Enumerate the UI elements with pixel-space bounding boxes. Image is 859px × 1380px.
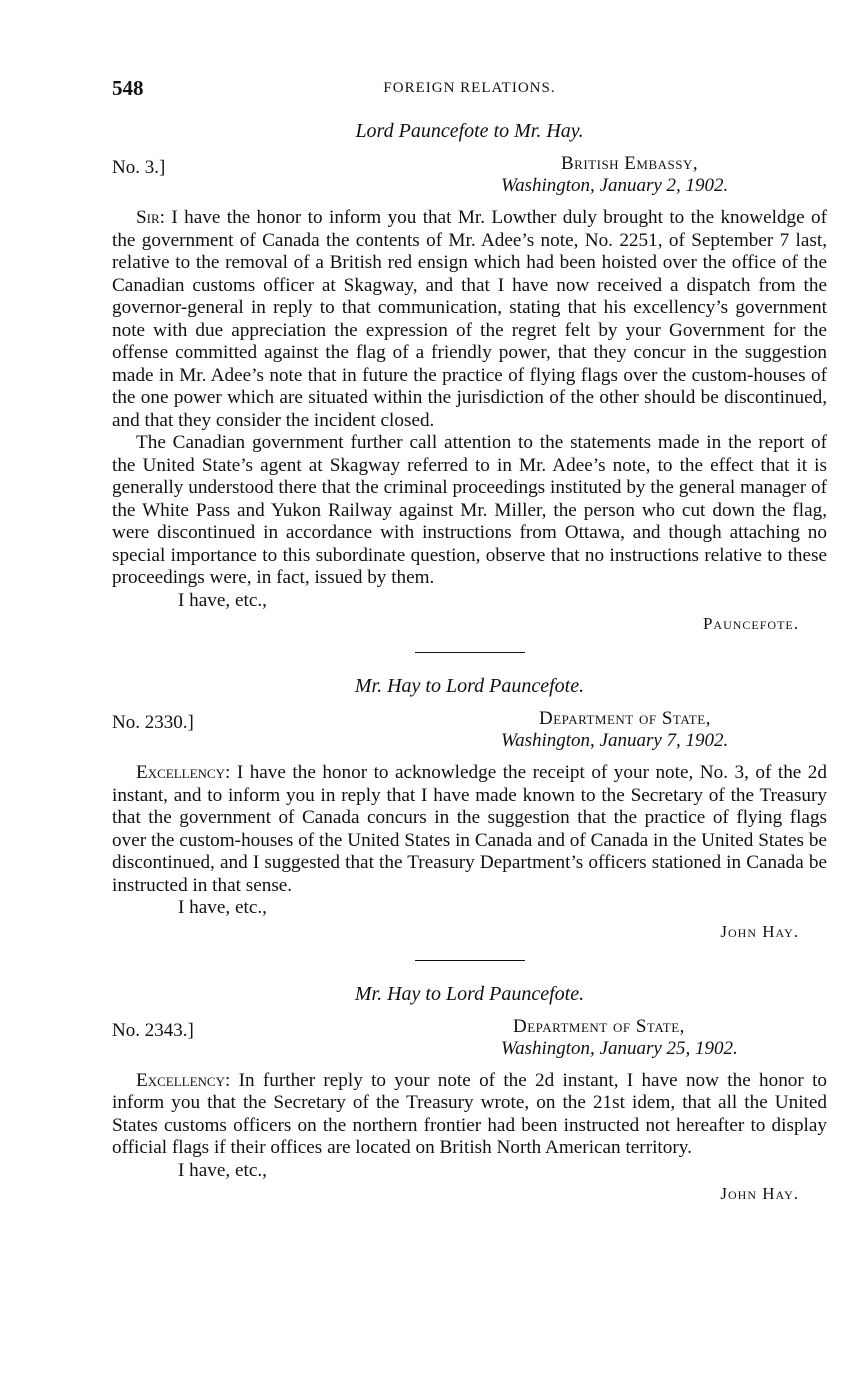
office-name: British Embassy, — [561, 153, 699, 174]
letter-body — [112, 762, 827, 897]
letter-title: Mr. Hay to Lord Pauncefote. — [354, 675, 585, 697]
running-head: FOREIGN RELATIONS. — [383, 80, 556, 96]
letter-2 — [112, 675, 827, 942]
dateline-place — [501, 708, 801, 752]
letter-body — [112, 1070, 827, 1160]
letter-date: Washington, January 2, 1902. — [501, 175, 729, 196]
signature: John Hay. — [720, 921, 799, 941]
letter-date: Washington, January 25, 1902. — [501, 1037, 738, 1059]
dateline — [112, 708, 827, 756]
page-number: 548 — [112, 76, 144, 100]
dispatch-number: No. 2330.] — [112, 712, 194, 733]
letter-date: Washington, January 7, 1902. — [501, 730, 729, 751]
letter-3 — [112, 983, 827, 1205]
section-divider — [415, 960, 525, 961]
dateline — [112, 153, 827, 201]
letter-1 — [112, 120, 827, 634]
signature: John Hay. — [720, 1184, 799, 1203]
dateline-place — [501, 1016, 801, 1060]
paragraph — [112, 432, 827, 590]
dispatch-number: No. 2343.] — [112, 1019, 194, 1041]
dateline — [112, 1016, 827, 1064]
closing: I have, etc., — [178, 589, 267, 611]
paragraph-text: In further reply to your note of the 2d instant, I have now the honor to inform you that the Secretary of the Treasury wrote, on the 21st idem, that all the United States customs officers on the northern frontier had been instructed not hereafter to display official flags if their offices are located on British North American territory. — [112, 1069, 827, 1158]
paragraph — [112, 762, 827, 897]
paragraph-text: The Canadian government further call attention to the statements made in the report of the United State’s agent at Skagway referred to in Mr. Adee’s note, to the effect that it is generally understood there that the criminal proceedings instituted by the general manager of the White Pass and Yukon Railway against Mr. Miller, the person who cut down the flag, were discontinued in accordance with instructions from Ottawa, and though attaching no special importance to this subordinate question, observe that no instructions relative to these proceedings were, in fact, issued by them. — [112, 432, 827, 588]
salutation: Excellency: — [136, 762, 231, 783]
document-page — [112, 70, 827, 1204]
salutation: Sir: — [136, 207, 166, 228]
office-name: Department of State, — [513, 1015, 685, 1037]
salutation: Excellency: — [136, 1069, 231, 1091]
paragraph-text: I have the honor to acknowledge the receipt of your note, No. 3, of the 2d instant, and to inform you in reply that I have made known to the Secretary of the Treasury that the government of Canada concurs in the suggestion that the practice of flying flags over the custom-houses of the United States in Canada and of Canada in the United States be discontinued, and I suggested that the Treasury Department’s officers stationed in Canada be instructed in that sense. — [112, 762, 827, 896]
signature: Pauncefote. — [702, 614, 799, 633]
letter-title: Mr. Hay to Lord Pauncefote. — [354, 982, 585, 1005]
dateline-place — [501, 153, 801, 197]
page-header — [112, 70, 827, 110]
dispatch-number: No. 3.] — [112, 157, 166, 178]
paragraph — [112, 207, 827, 432]
letter-title: Lord Pauncefote to Mr. Hay. — [355, 120, 584, 142]
letter-body — [112, 207, 827, 590]
closing: I have, etc., — [178, 897, 267, 918]
closing: I have, etc., — [178, 1159, 267, 1181]
paragraph-text: I have the honor to inform you that Mr. Lowther duly brought to the knoweldge of the government of Canada the contents of Mr. Adee’s note, No. 2251, of September 7 last, relative to the removal of a British red ensign which had been hoisted over the office of the Canadian customs officer at Skagway, and that I have now received a dispatch from the governor-general in reply to that communication, stating that his excellency’s government note with due appreciation the expression of the regret felt by your Government for the offense committed against the flag of a friendly power, that they concur in the suggestion made in Mr. Adee’s note that in future the practice of flying flags over the custom-houses of the one power which are situated within the jurisdiction of the other should be discontinued, and that they consider the incident closed. — [112, 207, 827, 431]
paragraph — [112, 1070, 827, 1160]
section-divider — [415, 652, 525, 653]
office-name: Department of State, — [539, 708, 711, 729]
